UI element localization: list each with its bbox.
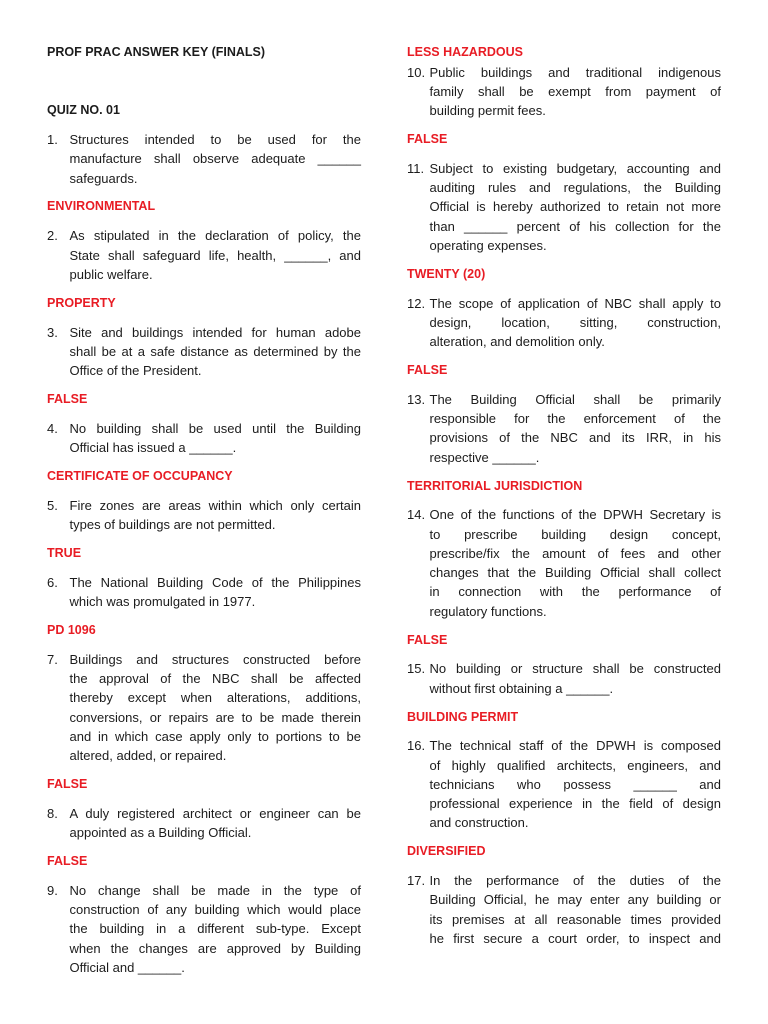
- question-item: [407, 736, 721, 861]
- question-text: [47, 419, 361, 458]
- question-line: Structures intended to be used for the: [69, 132, 361, 148]
- question-text: [407, 294, 721, 352]
- question-line: he first secure a court order, to inspect and: [429, 930, 721, 946]
- question-line: manufacture shall observe adequate ______: [69, 151, 361, 167]
- question-line: In the performance of the duties of the: [429, 873, 721, 889]
- question-body: [430, 294, 722, 352]
- question-item: [47, 804, 361, 871]
- answer-label: LESS HAZARDOUS: [407, 45, 523, 60]
- question-body: [430, 159, 722, 255]
- question-line: construction of any building which would place: [69, 902, 361, 918]
- question-text: [407, 63, 721, 121]
- question-line: auditing rules and regulations, the Building: [429, 180, 721, 196]
- question-line: prescribe/fix the amount of fees and other: [429, 545, 721, 561]
- question-item: [47, 573, 361, 640]
- answer-label: CERTIFICATE OF OCCUPANCY: [47, 468, 233, 483]
- question-line: and in which case apply only to portions to be: [69, 728, 361, 744]
- question-line: provisions of the NBC and its IRR, in his: [429, 430, 721, 446]
- question-body: [430, 736, 722, 832]
- question-line: types of buildings are not permitted.: [69, 517, 276, 533]
- question-number: 15.: [407, 661, 426, 677]
- answer-label: FALSE: [407, 632, 448, 647]
- question-number: 8.: [47, 805, 58, 821]
- question-body: [430, 659, 722, 698]
- question-line: public welfare.: [69, 266, 153, 282]
- question-line: without first obtaining a ______.: [429, 680, 614, 696]
- question-line: professional experience in the field of design: [429, 796, 721, 812]
- question-line: safeguards.: [69, 170, 138, 186]
- question-text: [47, 804, 361, 843]
- question-line: operating expenses.: [429, 237, 547, 253]
- question-text: [407, 390, 721, 467]
- question-number: 7.: [47, 651, 58, 667]
- question-item: [47, 226, 361, 313]
- question-line: shall be at a safe distance as determined by the: [69, 343, 361, 359]
- question-text: [47, 496, 361, 535]
- answer-label: DIVERSIFIED: [407, 844, 486, 859]
- question-text: [47, 130, 361, 188]
- question-body: [430, 871, 722, 948]
- question-line: The scope of application of NBC shall apply to: [429, 295, 721, 311]
- question-line: No building or structure shall be constructed: [429, 661, 721, 677]
- answer-label: PD 1096: [47, 622, 96, 637]
- question-line: Site and buildings intended for human adobe: [69, 324, 361, 340]
- answer-label: ENVIRONMENTAL: [47, 199, 156, 214]
- question-line: Official has issued a ______.: [69, 440, 237, 456]
- question-text: [407, 871, 721, 948]
- question-item: [47, 323, 361, 410]
- question-item: [407, 294, 721, 381]
- question-line: No change shall be made in the type of: [69, 882, 361, 898]
- question-text: [47, 323, 361, 381]
- question-line: Public buildings and traditional indigenous: [429, 64, 721, 80]
- question-item: [407, 63, 721, 150]
- question-line: technicians who possess ______ and: [429, 776, 721, 792]
- question-item: [407, 159, 721, 284]
- answer-label: FALSE: [47, 776, 88, 791]
- answer-label: TERRITORIAL JURISDICTION: [407, 478, 583, 493]
- question-number: 17.: [407, 873, 426, 889]
- question-number: 5.: [47, 497, 58, 513]
- question-number: 1.: [47, 132, 58, 148]
- question-line: Building Official, he may enter any building or: [429, 892, 721, 908]
- question-line: design, location, sitting, construction,: [429, 314, 721, 330]
- question-line: changes that the Building Official shall collect: [429, 565, 721, 581]
- question-line: appointed as a Building Official.: [69, 825, 252, 841]
- answer-label: TWENTY (20): [407, 266, 486, 281]
- answer-label: FALSE: [407, 132, 448, 147]
- question-item: [47, 130, 361, 217]
- document-body: [47, 43, 721, 989]
- question-item: [407, 871, 721, 948]
- question-line: Official is hereby authorized to retain not more: [429, 199, 721, 215]
- document-title: PROF PRAC ANSWER KEY (FINALS): [47, 45, 266, 60]
- question-number: 4.: [47, 420, 58, 436]
- question-line: and construction.: [429, 815, 529, 831]
- question-number: 6.: [47, 574, 58, 590]
- question-number: 14.: [407, 507, 426, 523]
- question-line: The National Building Code of the Philippines: [69, 574, 361, 590]
- question-line: One of the functions of the DPWH Secretary is: [429, 507, 721, 523]
- question-line: in connection with the performance of: [429, 584, 721, 600]
- question-body: [70, 573, 362, 612]
- question-line: regulatory functions.: [429, 603, 547, 619]
- question-body: [70, 496, 362, 535]
- question-line: Subject to existing budgetary, accounting and: [429, 160, 721, 176]
- question-body: [70, 130, 362, 188]
- question-item: [407, 505, 721, 649]
- question-body: [70, 226, 362, 284]
- question-line: respective ______.: [429, 449, 540, 465]
- question-line: when the changes are approved by Building: [69, 940, 361, 956]
- question-line: State shall safeguard life, health, ______, and: [69, 247, 361, 263]
- question-line: building permit fees.: [429, 103, 546, 119]
- question-number: 16.: [407, 738, 426, 754]
- question-line: the building in a different sub-type. Except: [69, 921, 361, 937]
- question-number: 11.: [407, 160, 425, 176]
- question-line: No building shall be used until the Building: [69, 420, 361, 436]
- question-text: [407, 505, 721, 621]
- question-number: 3.: [47, 324, 58, 340]
- question-line: family shall be exempt from payment of: [429, 83, 721, 99]
- question-line: conversions, or repairs are to be made therein: [69, 709, 361, 725]
- question-line: than ______ percent of his collection for the: [429, 218, 721, 234]
- question-line: Official and ______.: [69, 959, 185, 975]
- question-line: of highly qualified architects, engineers, and: [429, 757, 721, 773]
- question-line: Office of the President.: [69, 363, 202, 379]
- question-item: [47, 419, 361, 486]
- question-line: Buildings and structures constructed before: [69, 651, 361, 667]
- question-line: its premises at all reasonable times provided: [429, 911, 721, 927]
- question-body: [430, 390, 722, 467]
- question-text: [407, 159, 721, 255]
- answer-label: BUILDING PERMIT: [407, 709, 519, 724]
- answer-label: FALSE: [47, 853, 88, 868]
- quiz-label: QUIZ NO. 01: [47, 103, 120, 118]
- question-line: thereby except when alterations, additions,: [69, 690, 361, 706]
- question-number: 10.: [407, 64, 426, 80]
- question-line: which was promulgated in 1977.: [69, 594, 256, 610]
- question-item: [407, 390, 721, 496]
- question-number: 2.: [47, 228, 58, 244]
- answer-label: FALSE: [47, 391, 88, 406]
- question-line: The Building Official shall be primarily: [429, 391, 721, 407]
- question-item: [47, 650, 361, 794]
- question-item: [47, 496, 361, 563]
- question-text: [47, 650, 361, 766]
- question-body: [70, 881, 362, 977]
- question-item: [407, 659, 721, 726]
- answer-label: TRUE: [47, 545, 82, 560]
- question-body: [70, 323, 362, 381]
- question-line: A duly registered architect or engineer can be: [69, 805, 361, 821]
- answer-label: PROPERTY: [47, 295, 116, 310]
- question-line: to prescribe building design concept,: [429, 526, 721, 542]
- question-line: altered, added, or repaired.: [69, 748, 227, 764]
- question-body: [430, 505, 722, 621]
- question-body: [430, 63, 722, 121]
- question-text: [407, 659, 721, 698]
- question-line: As stipulated in the declaration of policy, the: [69, 228, 361, 244]
- question-number: 13.: [407, 391, 426, 407]
- question-number: 9.: [47, 882, 58, 898]
- question-body: [70, 650, 362, 766]
- question-line: the approval of the NBC shall be affected: [69, 671, 361, 687]
- question-line: alteration, and demolition only.: [429, 334, 605, 350]
- question-line: The technical staff of the DPWH is composed: [429, 738, 721, 754]
- question-body: [70, 419, 362, 458]
- question-line: responsible for the enforcement of the: [429, 411, 721, 427]
- answer-label: FALSE: [407, 363, 448, 378]
- question-text: [47, 226, 361, 284]
- question-text: [407, 736, 721, 832]
- question-text: [47, 573, 361, 612]
- question-body: [70, 804, 362, 843]
- question-number: 12.: [407, 295, 426, 311]
- question-text: [47, 881, 361, 977]
- question-line: Fire zones are areas within which only certain: [69, 497, 361, 513]
